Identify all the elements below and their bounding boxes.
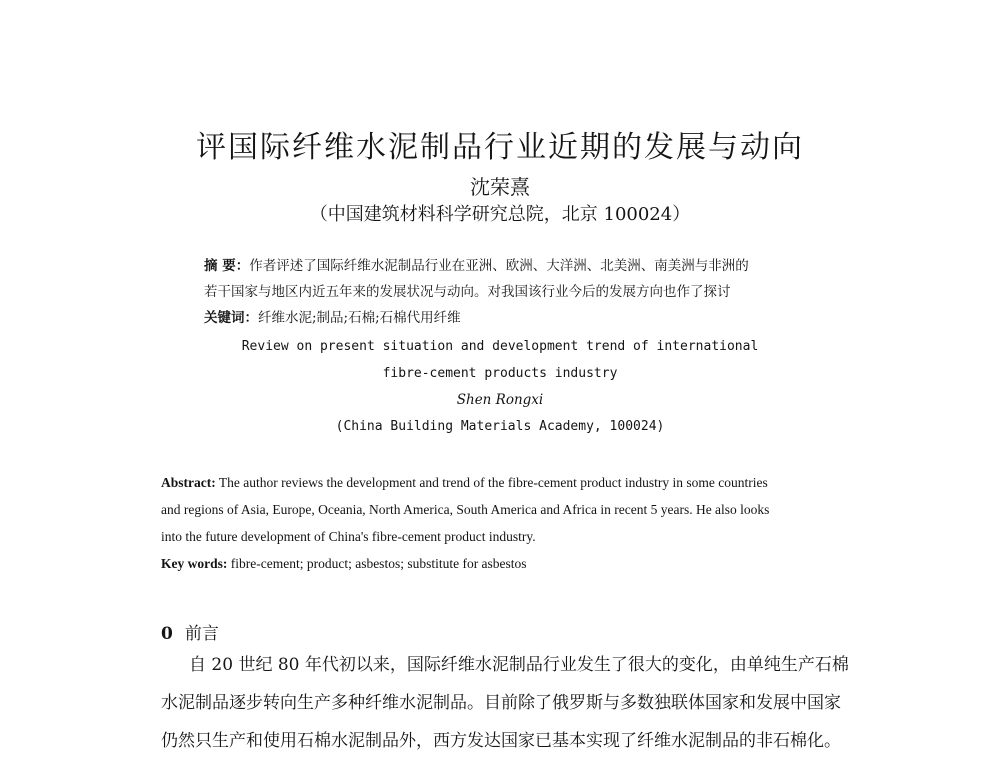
section-title: 前言: [184, 624, 219, 644]
author-name-cn: 沈荣熹: [470, 175, 530, 199]
body-paragraph-line-2: 水泥制品逐步转向生产多种纤维水泥制品。目前除了俄罗斯与多数独联体国家和发展中国家: [161, 693, 841, 713]
keywords-cn-label: 关键词：: [204, 310, 258, 326]
abstract-en-line-2: and regions of Asia, Europe, Oceania, North America, South America and Africa in recent 5 years. He also looks: [161, 502, 770, 517]
author-name-en: Shen Rongxi: [456, 392, 544, 408]
affiliation-cn: （中国建筑材料科学研究总院，北京 100024）: [309, 204, 691, 225]
abstract-cn-line-1: [204, 257, 844, 275]
section-heading: [161, 619, 219, 644]
paper-title-cn: 评国际纤维水泥制品行业近期的发展与动向: [196, 130, 804, 165]
keywords-cn: [204, 309, 844, 327]
paper-title-en-line-2: fibre-cement products industry: [382, 366, 618, 381]
abstract-en-line-3: into the future development of China's fibre-cement product industry.: [161, 529, 536, 544]
paper-title-en-line-1: Review on present situation and development trend of international: [241, 339, 759, 354]
abstract-en-line-1: [161, 474, 866, 492]
abstract-cn-label: 摘 要：: [204, 258, 250, 274]
abstract-en-text-1: The author reviews the development and trend of the fibre-cement product industry in some countries: [215, 475, 768, 490]
section-number: 0: [161, 624, 173, 644]
keywords-cn-text: 纤维水泥;制品;石棉;石棉代用纤维: [258, 310, 461, 326]
keywords-en-text: fibre-cement; product; asbestos; substitute for asbestos: [227, 556, 527, 571]
body-paragraph-line-1: 自 20 世纪 80 年代初以来，国际纤维水泥制品行业发生了很大的变化，由单纯生产石棉: [189, 655, 849, 675]
abstract-cn-text-1: 作者评述了国际纤维水泥制品行业在亚洲、欧洲、大洋洲、北美洲、南美洲与非洲的: [249, 258, 749, 274]
body-paragraph-line-3: 仍然只生产和使用石棉水泥制品外，西方发达国家已基本实现了纤维水泥制品的非石棉化。: [161, 731, 841, 751]
abstract-cn-line-2: 若干国家与地区内近五年来的发展状况与动向。对我国该行业今后的发展方向也作了探讨: [204, 284, 731, 300]
keywords-en: [161, 555, 866, 573]
abstract-en-label: Abstract:: [161, 475, 216, 490]
keywords-en-label: Key words:: [161, 556, 228, 571]
affiliation-en: (China Building Materials Academy, 100024): [335, 419, 665, 434]
